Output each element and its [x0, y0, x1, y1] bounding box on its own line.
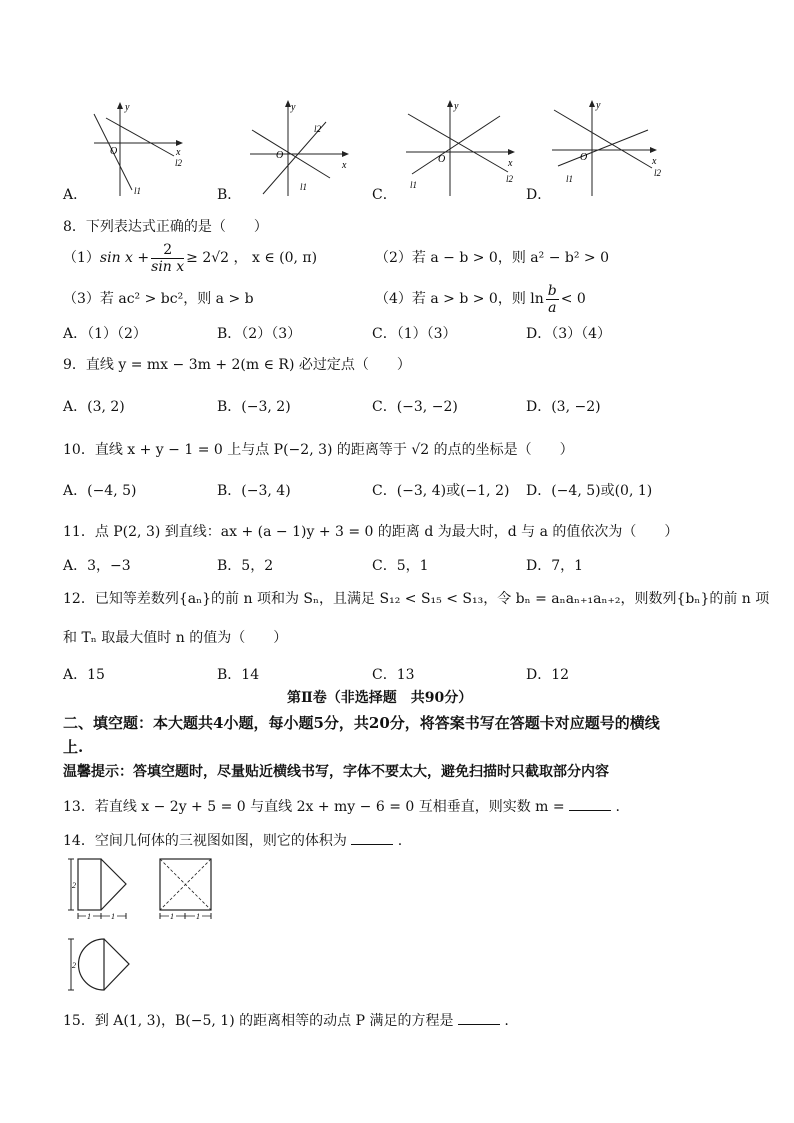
axis-y-label: y — [596, 100, 601, 111]
line-l2-label: l2 — [506, 174, 514, 184]
q11-stem: 11．点 P(2, 3) 到直线：ax + (a − 1)y + 3 = 0 的距离 d 为最大时，d 与 a 的值依次为（ ） — [63, 524, 679, 540]
line-l1-label: l1 — [300, 182, 308, 192]
q10-option-d[interactable]: D．(−4, 5)或(0, 1) — [526, 483, 653, 499]
q7-option-d[interactable] — [548, 96, 673, 198]
axis-y-label: y — [125, 102, 130, 113]
q7-option-c[interactable] — [400, 96, 525, 198]
q8-option-b[interactable]: B．（2）（3） — [217, 326, 302, 342]
q8-stem: 8．下列表达式正确的是（ ） — [63, 219, 268, 235]
q9-option-b[interactable]: B．(−3, 2) — [217, 399, 291, 415]
dim-unit-label: 1 — [196, 912, 200, 921]
dim-unit-label: 1 — [111, 912, 115, 921]
origin-label: O — [580, 152, 588, 163]
statement-prefix: （1） — [63, 250, 100, 266]
q13-text: 13．若直线 x − 2y + 5 = 0 与直线 2x + my − 6 = 0 互相垂直，则实数 m = — [63, 799, 565, 815]
q14-answer-blank[interactable] — [351, 832, 393, 845]
q12-stem-line2: 和 Tₙ 取最大值时 n 的值为（ ） — [63, 630, 288, 646]
q13-end: . — [615, 799, 620, 815]
q7-option-a-label: A． — [63, 187, 88, 203]
q15-end: . — [504, 1013, 509, 1029]
q9-option-d[interactable]: D．(3, −2) — [526, 399, 601, 415]
section2-title-line1: 二、填空题：本大题共4小题，每小题5分，共20分，将答案书写在答题卡对应题号的横线 — [63, 714, 660, 732]
line-l1-label: l1 — [410, 180, 418, 190]
q15-text: 15．到 A(1, 3)，B(−5, 1) 的距离相等的动点 P 满足的方程是 — [63, 1013, 454, 1029]
dim-height-label: 2 — [72, 961, 76, 970]
q15 — [63, 1012, 509, 1030]
line-l2-label: l2 — [314, 124, 322, 134]
q7-option-b-label: B． — [217, 187, 242, 203]
statement-text: ≥ 2√2 ， x ∈ (0, π) — [186, 250, 318, 266]
q7-option-c-label: C． — [372, 187, 397, 203]
fraction — [546, 283, 559, 316]
axis-y-label: y — [291, 102, 296, 113]
q8-statement-3: （3）若 ac² > bc²，则 a > b — [63, 291, 254, 307]
q7-option-b[interactable] — [238, 98, 358, 198]
denominator: sin x — [151, 258, 185, 275]
side-view — [155, 855, 223, 923]
line-l2-label: l2 — [654, 168, 662, 178]
q11-option-d[interactable]: D．7，1 — [526, 558, 584, 574]
line-l1-label: l1 — [566, 174, 574, 184]
q7-graph-b — [238, 98, 358, 198]
q11-option-c[interactable]: C．5，1 — [372, 558, 429, 574]
dim-unit-label: 1 — [87, 912, 91, 921]
q9-option-a[interactable]: A．(3, 2) — [63, 399, 125, 415]
q10-option-c[interactable]: C．(−3, 4)或(−1, 2) — [372, 483, 510, 499]
q15-answer-blank[interactable] — [458, 1012, 500, 1025]
q8-option-c[interactable]: C．（1）（3） — [372, 326, 457, 342]
q12-option-d[interactable]: D．12 — [526, 667, 570, 683]
q8-statement-2: （2）若 a − b > 0，则 a² − b² > 0 — [375, 250, 609, 266]
fraction — [151, 242, 184, 275]
q14 — [63, 832, 402, 850]
line-l2-label: l2 — [175, 158, 183, 168]
part2-title: 第Ⅱ卷（非选择题 共90分） — [287, 690, 473, 706]
q8-option-a[interactable]: A．（1）（2） — [63, 326, 147, 342]
axis-y-label: y — [454, 101, 459, 112]
origin-label: O — [110, 146, 118, 157]
q14-end: . — [397, 833, 403, 849]
numerator: b — [547, 282, 557, 299]
q10-option-a[interactable]: A．(−4, 5) — [63, 483, 137, 499]
q10-option-b[interactable]: B．(−3, 4) — [217, 483, 291, 499]
axis-x-label: x — [176, 147, 181, 158]
q11-option-b[interactable]: B．5，2 — [217, 558, 274, 574]
dim-height-label: 2 — [72, 881, 76, 890]
axis-x-label: x — [508, 158, 513, 169]
q8-statement-1 — [63, 240, 317, 276]
q12-option-c[interactable]: C．13 — [372, 667, 415, 683]
q12-option-b[interactable]: B．14 — [217, 667, 260, 683]
denominator: a — [548, 299, 557, 316]
statement-text: sin x + — [99, 250, 150, 266]
q7-option-a[interactable] — [62, 98, 192, 198]
statement-text: （4）若 a > b > 0，则 ln — [375, 291, 544, 307]
q7-option-d-label: D． — [526, 187, 552, 203]
q8-option-d[interactable]: D．（3）（4） — [526, 326, 612, 342]
q11-option-a[interactable]: A．3，−3 — [63, 558, 131, 574]
q12-stem-line1: 12．已知等差数列{aₙ}的前 n 项和为 Sₙ，且满足 S₁₂ < S₁₅ < S₁₃，令 bₙ = aₙaₙ₊₁aₙ₊₂，则数列{bₙ}的前 n 项 — [63, 591, 770, 607]
axis-x-label: x — [652, 156, 657, 167]
q13-answer-blank[interactable] — [569, 798, 611, 811]
origin-label: O — [438, 154, 446, 165]
q7-graph-c — [400, 96, 525, 198]
q7-graph-a — [62, 98, 192, 198]
numerator: 2 — [151, 242, 184, 259]
origin-label: O — [276, 150, 284, 161]
q8-statement-4 — [375, 281, 586, 317]
front-view — [66, 855, 146, 923]
tip-text: 温馨提示：答填空题时，尽量贴近横线书写，字体不要太大，避免扫描时只截取部分内容 — [63, 764, 609, 780]
q9-option-c[interactable]: C．(−3, −2) — [372, 399, 458, 415]
q13 — [63, 798, 620, 816]
section2-title-line2: 上. — [63, 738, 84, 756]
line-l1-label: l1 — [134, 186, 142, 196]
axis-x-label: x — [342, 160, 347, 171]
q9-stem: 9．直线 y = mx − 3m + 2(m ∈ R) 必过定点（ ） — [63, 357, 411, 373]
q14-text: 14．空间几何体的三视图如图，则它的体积为 — [63, 833, 347, 849]
q7-graph-d — [548, 96, 673, 198]
q12-option-a[interactable]: A．15 — [63, 667, 105, 683]
q10-stem: 10．直线 x + y − 1 = 0 上与点 P(−2, 3) 的距离等于 √2 的点的坐标是（ ） — [63, 442, 574, 458]
statement-text: < 0 — [560, 291, 586, 307]
top-view — [66, 935, 146, 995]
dim-unit-label: 1 — [170, 912, 174, 921]
